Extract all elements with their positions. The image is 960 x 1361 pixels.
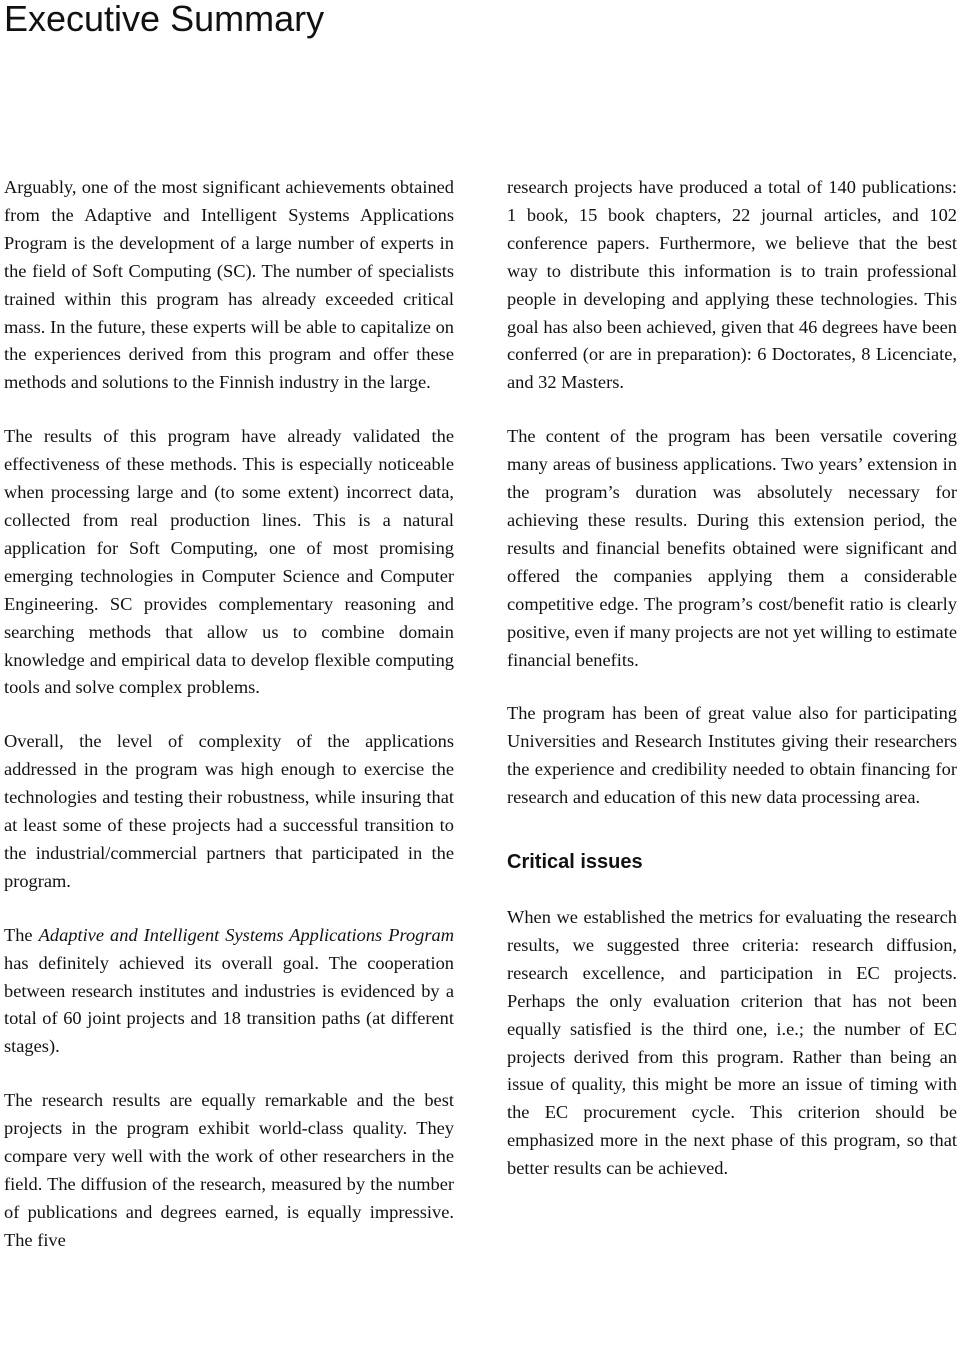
program-name: Adaptive and Intelligent Systems Applications Program <box>38 924 454 945</box>
paragraph-publications: research projects have produced a total of 140 publications: 1 book, 15 book chapters, 22 journal articles, and 102 conference papers. Furthermore, we believe that the best way to distribute this information is to train professional people in developing and applying these technologies. This goal has also been achieved, given that 46 degrees have been conferred (or are in preparation): 6 Doctorates, 8 Licenciate, and 32 Masters. <box>507 177 957 393</box>
right-column <box>507 174 957 1183</box>
paragraph-expert-development: Arguably, one of the most significant achievements obtained from the Adaptive and Intelligent Systems Applications Program is the development of a large number of experts in the field of Soft Computing (SC). The number of specialists trained within this program has already exceeded critical mass. In the future, these experts will be able to capitalize on the experiences derived from this program and offer these methods and solutions to the Finnish industry in the large. <box>4 177 454 393</box>
left-column <box>4 174 454 1255</box>
program-goal-lead: The <box>4 924 39 945</box>
section-heading-critical-issues: Critical issues <box>507 851 643 874</box>
paragraph-research-results: The research results are equally remarkable and the best projects in the program exhibit world-class quality. They compare very well with the work of other researchers in the field. The diffusion of the research, measured by the number of publications and degrees earned, is equally impressive. The five <box>4 1090 454 1250</box>
page-title: Executive Summary <box>4 0 325 39</box>
program-goal-rest: has definitely achieved its overall goal. The cooperation between research institutes and industries is evidenced by a total of 60 joint projects and 18 transition paths (at different stages). <box>4 952 454 1057</box>
paragraph-complexity: Overall, the level of complexity of the applications addressed in the program was high enough to exercise the technologies and testing their robustness, while insuring that at least some of these projects had a successful transition to the industrial/commercial partners that participated in the program. <box>4 731 454 891</box>
paragraph-program-goal <box>4 922 454 1062</box>
paragraph-university-value: The program has been of great value also for participating Universities and Research Institutes giving their researchers the experience and credibility needed to obtain financing for research and education of this new data processing area. <box>507 703 957 808</box>
paragraph-critical-issues: When we established the metrics for evaluating the research results, we suggested three criteria: research diffusion, research excellence, and participation in EC projects. Perhaps the only evaluation criterion that has not been equally satisfied is the third one, i.e.; the number of EC projects derived from this program. Rather than being an issue of quality, this might be more an issue of timing with the EC procurement cycle. This criterion should be emphasized more in the next phase of this program, so that better results can be achieved. <box>507 907 957 1179</box>
paragraph-program-content: The content of the program has been versatile covering many areas of business applications. Two years’ extension in the program’s duration was absolutely necessary for achieving these results. During this extension period, the results and financial benefits obtained were significant and offered the companies applying them a considerable competitive edge. The program’s cost/benefit ratio is clearly positive, even if many projects are not yet willing to estimate financial benefits. <box>507 426 957 670</box>
paragraph-results-validation: The results of this program have already validated the effectiveness of these methods. This is especially noticeable when processing large and (to some extent) incorrect data, collected from real production lines. This is a natural application for Soft Computing, one of most promising emerging technologies in Computer Science and Computer Engineering. SC provides complementary reasoning and searching methods that allow us to combine domain knowledge and empirical data to develop flexible computing tools and solve complex problems. <box>4 426 454 698</box>
